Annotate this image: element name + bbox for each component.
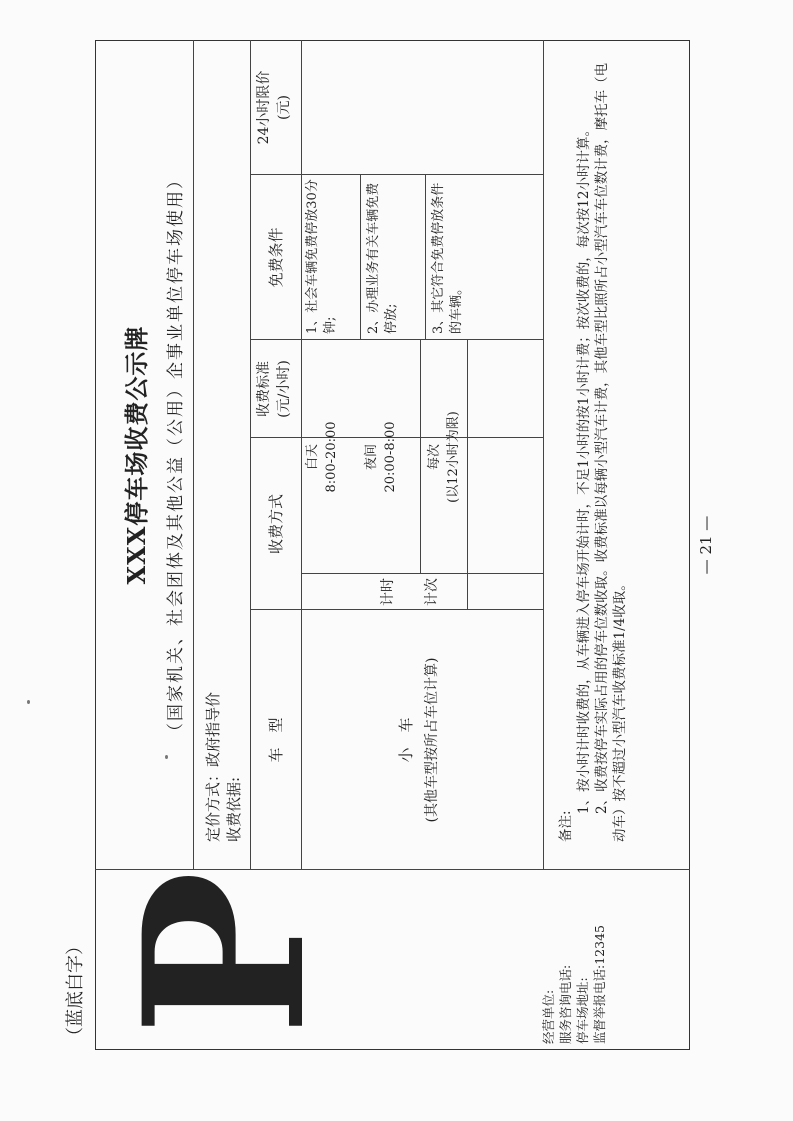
rotated-sign-page (65, 40, 715, 1050)
free-condition-1: 1、社会车辆免费停放30分钟; (305, 179, 338, 334)
mode-row-rule (420, 340, 421, 574)
header-bottom-rule (301, 40, 302, 870)
per-visit: 每次 (以12小时为限) (427, 411, 461, 503)
operator-info (540, 925, 608, 1044)
notes-label: 备注: (558, 810, 574, 842)
by-time-label: 计时 (380, 578, 396, 606)
free-row-rule (360, 175, 361, 340)
hotline-label: 监督举报电话: (592, 964, 607, 1044)
address-label: 停车场地址: (575, 977, 590, 1044)
free-condition-3: 3、其它符合免费停放条件的车辆。 (431, 182, 464, 334)
day-period: 白天 8:00-20:00 (305, 421, 339, 493)
vehicle-type: 小 车 (397, 717, 415, 763)
hotline-number: 12345 (592, 925, 607, 965)
note-1: 1、按小时计时收费的，从车辆进入停车场开始计时，不足1小时的按1小时计费；按次收费的，每次按12小时计算。 (576, 123, 592, 814)
night-period: 夜间 20:00-8:00 (364, 421, 398, 493)
pricing-top-rule (193, 40, 194, 870)
phone-label: 服务咨询电话: (558, 964, 573, 1044)
operator-label: 经营单位: (541, 989, 556, 1044)
header-standard: 收费标准 (元/小时) (256, 360, 292, 418)
notes-block (557, 52, 629, 842)
free-condition-2: 2、办理业务有关车辆免费停放; (366, 182, 399, 334)
speck-mark (27, 700, 30, 704)
table-top-rule (250, 40, 251, 870)
pricing-basis: 收费依据: (225, 776, 243, 842)
vehicle-note: (其他车型按所占车位计算) (424, 657, 440, 823)
free-row-rule (425, 175, 426, 340)
by-count-label: 计次 (424, 578, 440, 606)
color-note: （蓝底白字） (65, 937, 86, 1045)
header-daily-cap: 24小时限价 (元) (256, 70, 292, 145)
note-2: 2、收费按停车实际占用的停车位数收取。收费标准以每辆小型汽车计费，其他车型比照所占小型汽车车位数计费，摩托车（电动车）按不超过小型汽车收费标准1/4收取。 (594, 62, 628, 842)
pricing-method: 定价方式：政府指导价 (204, 691, 222, 842)
page-number: — 21 — (697, 515, 715, 575)
header-free-conditions: 免费条件 (267, 227, 285, 288)
mode-row-rule (467, 340, 468, 610)
header-vehicle-type: 车 型 (267, 717, 285, 763)
table-bottom-rule (543, 40, 544, 870)
parking-p-logo: P (95, 870, 354, 1036)
sign-subtitle: （国家机关、社会团体及其他公益（公用）企事业单位停车场使用） (166, 170, 186, 740)
hotline-row (591, 925, 608, 1044)
sign-title: XXX停车场收费公示牌 (122, 325, 151, 585)
header-charge-mode: 收费方式 (267, 494, 285, 555)
